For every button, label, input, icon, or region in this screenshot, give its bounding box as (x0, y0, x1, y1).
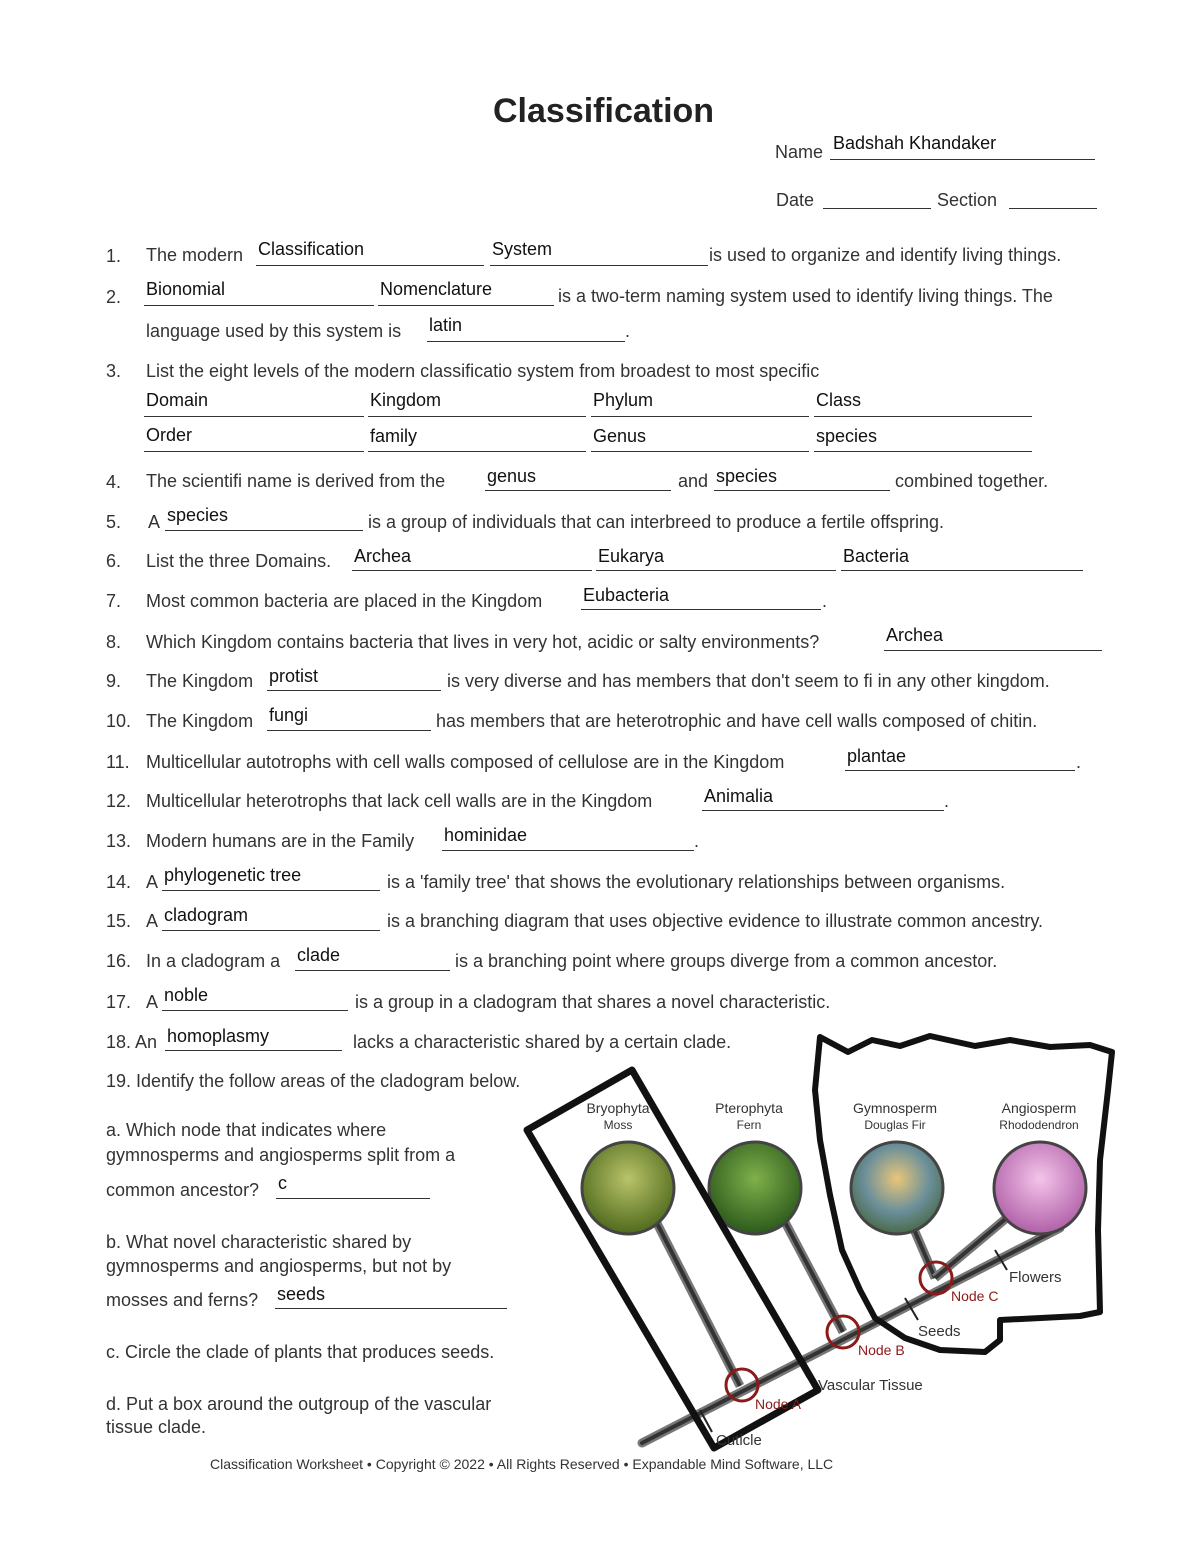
q16-answer-1[interactable]: clade (297, 945, 341, 965)
q13-end: . (694, 831, 700, 851)
q18-text-post: lacks a characteristic shared by a certain clade. (353, 1032, 732, 1052)
q4-number: 4. (106, 472, 122, 492)
q2-answer-1[interactable]: Bionomial (146, 279, 226, 299)
q5-answer-1[interactable]: species (167, 505, 229, 525)
footer-copyright: Classification Worksheet • Copyright © 2022 • All Rights Reserved • Expandable Mind Software, LLC (210, 1456, 834, 1472)
q2-end: . (625, 321, 631, 341)
q15-text-pre: A (146, 911, 159, 931)
q12-answer-1[interactable]: Animalia (704, 786, 774, 806)
q17-text-post: is a group in a cladogram that shares a novel characteristic. (355, 992, 831, 1012)
q4-answer-2[interactable]: species (716, 466, 778, 486)
q11-end: . (1076, 752, 1082, 772)
q19b-line-3: mosses and ferns? (106, 1290, 259, 1310)
douglas-fir-photo (851, 1142, 943, 1234)
q10-number: 10. (106, 711, 132, 731)
trait-vascular-tissue: Vascular Tissue (818, 1377, 923, 1394)
q19-text: 19. Identify the follow areas of the cladogram below. (106, 1071, 521, 1091)
label-bryophyta: Bryophyta (586, 1100, 650, 1116)
q3-level-class[interactable]: Class (816, 390, 862, 410)
q19d-line-2: tissue clade. (106, 1417, 207, 1437)
q14-text-pre: A (146, 872, 159, 892)
q3-level-phylum[interactable]: Phylum (593, 390, 654, 410)
q13-number: 13. (106, 831, 132, 851)
label-gymnosperm: Gymnosperm (852, 1100, 938, 1116)
q5-text-pre: A (148, 512, 161, 532)
q1-answer-2[interactable]: System (492, 239, 553, 259)
label-moss: Moss (603, 1118, 633, 1132)
q14-answer-1[interactable]: phylogenetic tree (164, 865, 302, 885)
q16-text-post: is a branching point where groups diverge from a common ancestor. (455, 951, 998, 971)
section-label: Section (937, 190, 998, 210)
q4-text-mid: and (678, 471, 709, 491)
q3-level-order[interactable]: Order (146, 425, 193, 445)
name-value[interactable]: Badshah Khandaker (833, 133, 997, 153)
q12-number: 12. (106, 791, 132, 811)
q13-text-pre: Modern humans are in the Family (146, 831, 415, 851)
q4-answer-1[interactable]: genus (487, 466, 537, 486)
q19b-line-2: gymnosperms and angiosperms, but not by (106, 1256, 452, 1276)
q6-answer-1[interactable]: Archea (354, 546, 412, 566)
q2-text-post: is a two-term naming system used to identify living things. The (558, 286, 1053, 306)
q17-number: 17. (106, 992, 132, 1012)
q14-text-post: is a 'family tree' that shows the evolutionary relationships between organisms. (387, 872, 1006, 892)
q11-answer-1[interactable]: plantae (847, 746, 907, 766)
q9-number: 9. (106, 671, 122, 691)
q14-number: 14. (106, 872, 132, 892)
q3-level-species[interactable]: species (816, 426, 878, 446)
q7-answer-1[interactable]: Eubacteria (583, 585, 670, 605)
q1-text-post: is used to organize and identify living things. (709, 245, 1062, 265)
q7-end: . (822, 591, 828, 611)
q17-text-pre: A (146, 992, 159, 1012)
q8-text-pre: Which Kingdom contains bacteria that lives in very hot, acidic or salty environments? (146, 632, 820, 652)
q9-answer-1[interactable]: protist (269, 666, 319, 686)
q15-number: 15. (106, 911, 132, 931)
q19c-text: c. Circle the clade of plants that produces seeds. (106, 1342, 495, 1362)
label-fern: Fern (736, 1118, 762, 1132)
q11-text-pre: Multicellular autotrophs with cell walls composed of cellulose are in the Kingdom (146, 752, 785, 772)
label-douglas-fir: Douglas Fir (864, 1118, 926, 1132)
node-a-label: Node A (755, 1396, 801, 1412)
q6-text-pre: List the three Domains. (146, 551, 332, 571)
q1-answer-1[interactable]: Classification (258, 239, 365, 259)
node-c-label: Node C (951, 1288, 999, 1304)
q13-answer-1[interactable]: hominidae (444, 825, 528, 845)
q9-text-pre: The Kingdom (146, 671, 254, 691)
q4-text-post: combined together. (895, 471, 1049, 491)
q3-number: 3. (106, 361, 122, 381)
q2-answer-3[interactable]: latin (429, 315, 463, 335)
q19d-line-1: d. Put a box around the outgroup of the vascular (106, 1394, 492, 1414)
q8-answer-1[interactable]: Archea (886, 625, 944, 645)
q17-answer-1[interactable]: noble (164, 985, 209, 1005)
q2-text-line2: language used by this system is (146, 321, 402, 341)
q18-answer-1[interactable]: homoplasmy (167, 1026, 270, 1046)
page-title: Classification (493, 92, 715, 130)
q12-text-pre: Multicellular heterotrophs that lack cell walls are in the Kingdom (146, 791, 653, 811)
q3-level-domain[interactable]: Domain (146, 390, 209, 410)
label-pterophyta: Pterophyta (715, 1100, 783, 1116)
date-label: Date (776, 190, 815, 210)
q7-number: 7. (106, 591, 122, 611)
q3-text: List the eight levels of the modern classificatio system from broadest to most specific (146, 361, 820, 381)
q1-number: 1. (106, 246, 122, 266)
q18-text-pre: 18. An (106, 1032, 158, 1052)
q2-answer-2[interactable]: Nomenclature (380, 279, 493, 299)
q1-text-pre: The modern (146, 245, 244, 265)
q15-text-post: is a branching diagram that uses objective evidence to illustrate common ancestry. (387, 911, 1043, 931)
trait-cuticle: Cuticle (716, 1432, 762, 1449)
q10-text-post: has members that are heterotrophic and have cell walls composed of chitin. (436, 711, 1038, 731)
q4-text-pre: The scientifi name is derived from the (146, 471, 446, 491)
q6-number: 6. (106, 551, 122, 571)
q16-text-pre: In a cladogram a (146, 951, 281, 971)
label-angiosperm: Angiosperm (1001, 1100, 1077, 1116)
q3-level-family[interactable]: family (370, 426, 418, 446)
q5-text-post: is a group of individuals that can interbreed to produce a fertile offspring. (368, 512, 945, 532)
q19a-line-1: a. Which node that indicates where (106, 1120, 387, 1140)
q8-number: 8. (106, 632, 122, 652)
q19a-line-2: gymnosperms and angiosperms split from a (106, 1145, 456, 1165)
q10-answer-1[interactable]: fungi (269, 705, 309, 725)
q19a-line-3: common ancestor? (106, 1180, 260, 1200)
q7-text-pre: Most common bacteria are placed in the Kingdom (146, 591, 543, 611)
q3-level-genus[interactable]: Genus (593, 426, 647, 446)
q6-answer-2[interactable]: Eukarya (598, 546, 665, 566)
q10-text-pre: The Kingdom (146, 711, 254, 731)
q3-level-kingdom[interactable]: Kingdom (370, 390, 442, 410)
q15-answer-1[interactable]: cladogram (164, 905, 249, 925)
q12-end: . (944, 791, 950, 811)
moss-photo (582, 1142, 674, 1234)
q19b-line-1: b. What novel characteristic shared by (106, 1232, 412, 1252)
label-rhododendron: Rhododendron (999, 1118, 1079, 1132)
q11-number: 11. (106, 752, 130, 772)
q9-text-post: is very diverse and has members that don't seem to fi in any other kingdom. (447, 671, 1050, 691)
q5-number: 5. (106, 512, 122, 532)
q6-answer-3[interactable]: Bacteria (843, 546, 910, 566)
q19b-answer[interactable]: seeds (277, 1284, 326, 1304)
node-b-label: Node B (858, 1342, 905, 1358)
trait-flowers: Flowers (1009, 1269, 1062, 1286)
q19a-answer[interactable]: c (278, 1173, 287, 1193)
name-label: Name (775, 142, 824, 162)
trait-seeds: Seeds (918, 1323, 961, 1340)
q2-number: 2. (106, 287, 122, 307)
q16-number: 16. (106, 951, 132, 971)
rhododendron-photo (994, 1142, 1086, 1234)
